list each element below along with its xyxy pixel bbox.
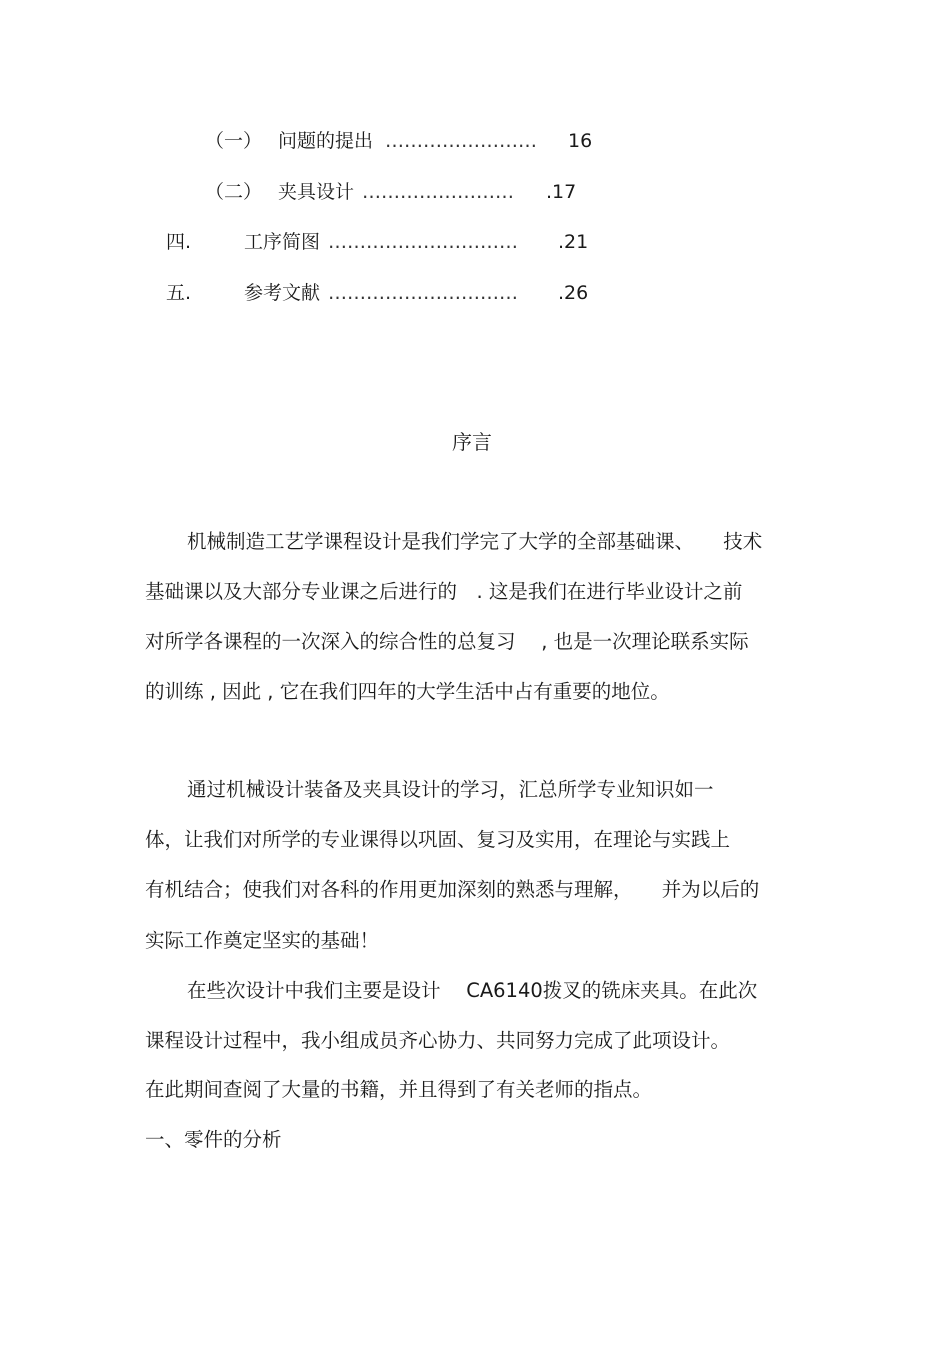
toc-number: 四. [166, 231, 192, 253]
paragraph-line: 在此期间查阅了大量的书籍，并且得到了有关老师的指点。 [145, 1078, 653, 1101]
paragraph-line: 基础课以及大部分专业课之后进行的 . 这是我们在进行毕业设计之前 [145, 580, 743, 603]
toc-leader-dots: ………………………… [328, 282, 518, 304]
toc-number: （二） [205, 181, 263, 203]
toc-page-number: .17 [546, 181, 577, 203]
paragraph-line: 在些次设计中我们主要是设计 CA6140拨叉的铣床夹具。在此次 [187, 979, 758, 1002]
toc-number: 五. [166, 282, 192, 304]
toc-leader-dots: ………………………… [328, 231, 518, 253]
paragraph-line: 的训练 , 因此 , 它在我们四年的大学生活中占有重要的地位。 [145, 680, 670, 703]
toc-leader-dots: …………………… [362, 181, 514, 203]
toc-page-number: .26 [558, 282, 589, 304]
paragraph-line: 对所学各课程的一次深入的综合性的总复习 , 也是一次理论联系实际 [145, 630, 749, 653]
toc-leader-dots: …………………… [385, 130, 537, 152]
paragraph-line: 体，让我们对所学的专业课得以巩固、复习及实用，在理论与实践上 [145, 828, 731, 851]
toc-page-number: 16 [568, 130, 593, 152]
paragraph-line: 实际工作奠定坚实的基础！ [145, 929, 380, 952]
toc-title: 夹具设计 [278, 181, 355, 203]
paragraph-line: 课程设计过程中，我小组成员齐心协力、共同努力完成了此项设计。 [145, 1029, 731, 1052]
toc-title: 问题的提出 [278, 130, 374, 152]
paragraph-line: 机械制造工艺学课程设计是我们学完了大学的全部基础课、 技术 [187, 530, 763, 553]
paragraph-line: 有机结合；使我们对各科的作用更加深刻的熟悉与理解， 并为以后的 [145, 878, 760, 901]
section-heading: 一、零件的分析 [145, 1128, 282, 1151]
toc-title: 参考文献 [244, 282, 321, 304]
paragraph-line: 通过机械设计装备及夹具设计的学习，汇总所学专业知识如一 [187, 778, 714, 801]
preface-title: 序言 [452, 430, 492, 454]
toc-number: （一） [205, 130, 263, 152]
toc-page-number: .21 [558, 231, 589, 253]
toc-title: 工序简图 [244, 231, 321, 253]
